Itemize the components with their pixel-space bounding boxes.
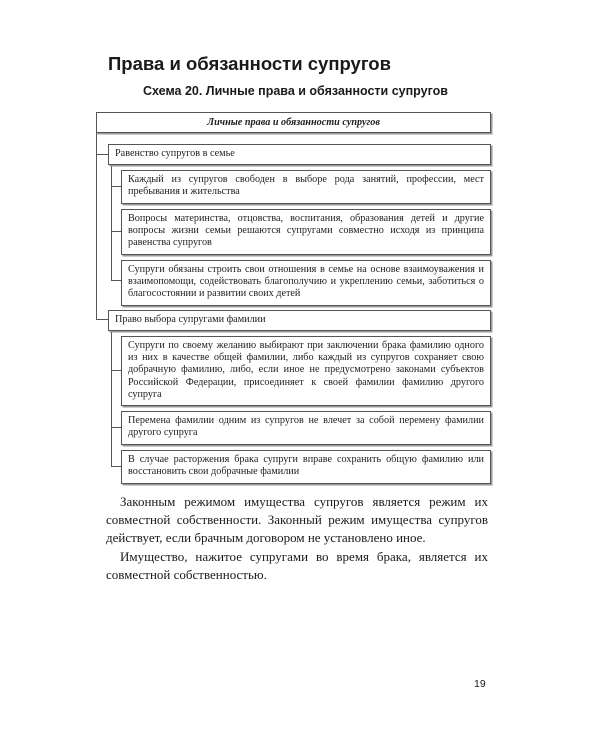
detail-box [121,336,491,406]
group-label: Право выбора супругами фамилии [115,314,266,325]
subtrunk-line-surname [111,330,112,466]
trunk-line [96,132,97,319]
twig-line [111,370,121,371]
subtrunk-line-equality [111,165,112,280]
twig-line [111,427,121,428]
detail-box [121,450,491,484]
detail-box [121,170,491,204]
twig-line [111,186,121,187]
body-paragraph [106,548,488,584]
page-title: Права и обязанности супругов [108,53,391,74]
twig-line [111,466,121,467]
detail-text: Супруги обязаны строить свои отношения в семье на основе взаимоуважения и взаимопомощи, содействовать благополучию и укреплению семьи, заботиться о благосостоянии и развитии своих детей [128,264,484,300]
detail-text: Каждый из супругов свободен в выборе рода занятий, профессии, мест пребывания и жительства [128,174,484,198]
diagram-root-label: Личные права и обязанности супругов [207,117,380,128]
detail-text: Вопросы материнства, отцовства, воспитания, образования детей и другие вопросы жизни семьи решаются супругами совместно исходя из принципа равенства супругов [128,213,484,249]
detail-box [121,260,491,306]
branch-line-surname [96,319,108,320]
detail-text: Перемена фамилии одним из супругов не влечет за собой перемену фамилии другого супруга [128,415,484,439]
detail-text: Супруги по своему желанию выбирают при заключении брака фамилию одного из них в качестве общей фамилии, либо каждый из супругов сохраняет свою добрачную фамилию, либо, если иное не предусмотрено законами субъектов Российской Федерации, присоединяет к своей фамилии фамилию другого супруга [128,340,484,400]
group-box-equality [108,144,491,165]
detail-box [121,209,491,255]
branch-line-equality [96,154,108,155]
paragraph-text: Законным режимом имущества супругов является режим их совместной собственности. Законный режим имущества супругов действует, если брачным договором не установлено иное. [106,494,488,545]
diagram-root-box [96,112,491,133]
group-label: Равенство супругов в семье [115,148,235,159]
page-number: 19 [474,678,486,690]
detail-text: В случае расторжения брака супруги вправе сохранить общую фамилию или восстановить свои добрачные фамилии [128,454,484,478]
body-paragraph [106,493,488,547]
twig-line [111,231,121,232]
scheme-title: Схема 20. Личные права и обязанности супругов [143,84,448,98]
group-box-surname [108,310,491,331]
twig-line [111,280,121,281]
paragraph-text: Имущество, нажитое супругами во время брака, является их совместной собственностью. [106,549,488,582]
detail-box [121,411,491,445]
